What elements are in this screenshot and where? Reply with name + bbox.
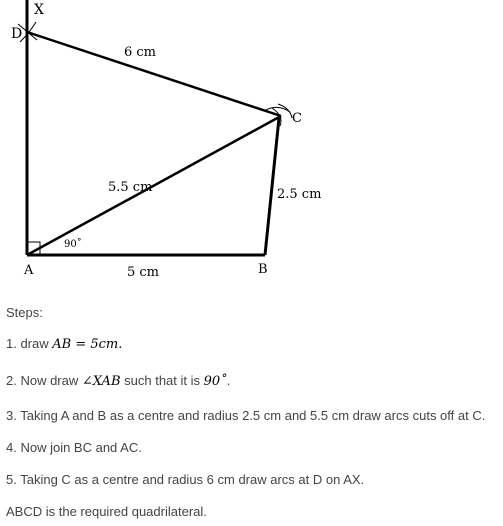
- step-1: [6, 336, 122, 352]
- label-cd-length: 6 cm: [124, 45, 157, 60]
- step-2-end: .: [226, 373, 231, 388]
- label-ab-length: 5 cm: [127, 265, 160, 280]
- step-3: 3. Taking A and B as a centre and radius 2.5 cm and 5.5 cm draw arcs cuts off at C.: [6, 408, 486, 423]
- step-1-text: 1. draw: [6, 336, 49, 351]
- label-c: C: [292, 111, 302, 126]
- segment-ac: [27, 116, 281, 255]
- step-4: 4. Now join BC and AC.: [6, 440, 142, 455]
- step-2: [6, 373, 230, 389]
- steps-heading: Steps:: [6, 305, 43, 320]
- label-ac-length: 5.5 cm: [108, 180, 153, 195]
- label-b: B: [258, 262, 268, 277]
- label-bc-length: 2.5 cm: [277, 187, 322, 202]
- label-d: D: [11, 26, 23, 42]
- step-2-angle-math: ∠XAB: [81, 374, 121, 389]
- step-2-value: 90˚: [203, 374, 227, 389]
- conclusion: ABCD is the required quadrilateral.: [6, 504, 207, 519]
- label-a: A: [24, 263, 34, 278]
- label-angle: 90˚: [64, 239, 82, 250]
- step-2-mid: such that it is: [124, 373, 201, 388]
- label-x: X: [34, 2, 44, 18]
- step-5: 5. Taking C as a centre and radius 6 cm draw arcs at D on AX.: [6, 472, 365, 487]
- step-1-math: AB = 5cm.: [52, 337, 123, 352]
- step-2-text: 2. Now draw: [6, 373, 79, 388]
